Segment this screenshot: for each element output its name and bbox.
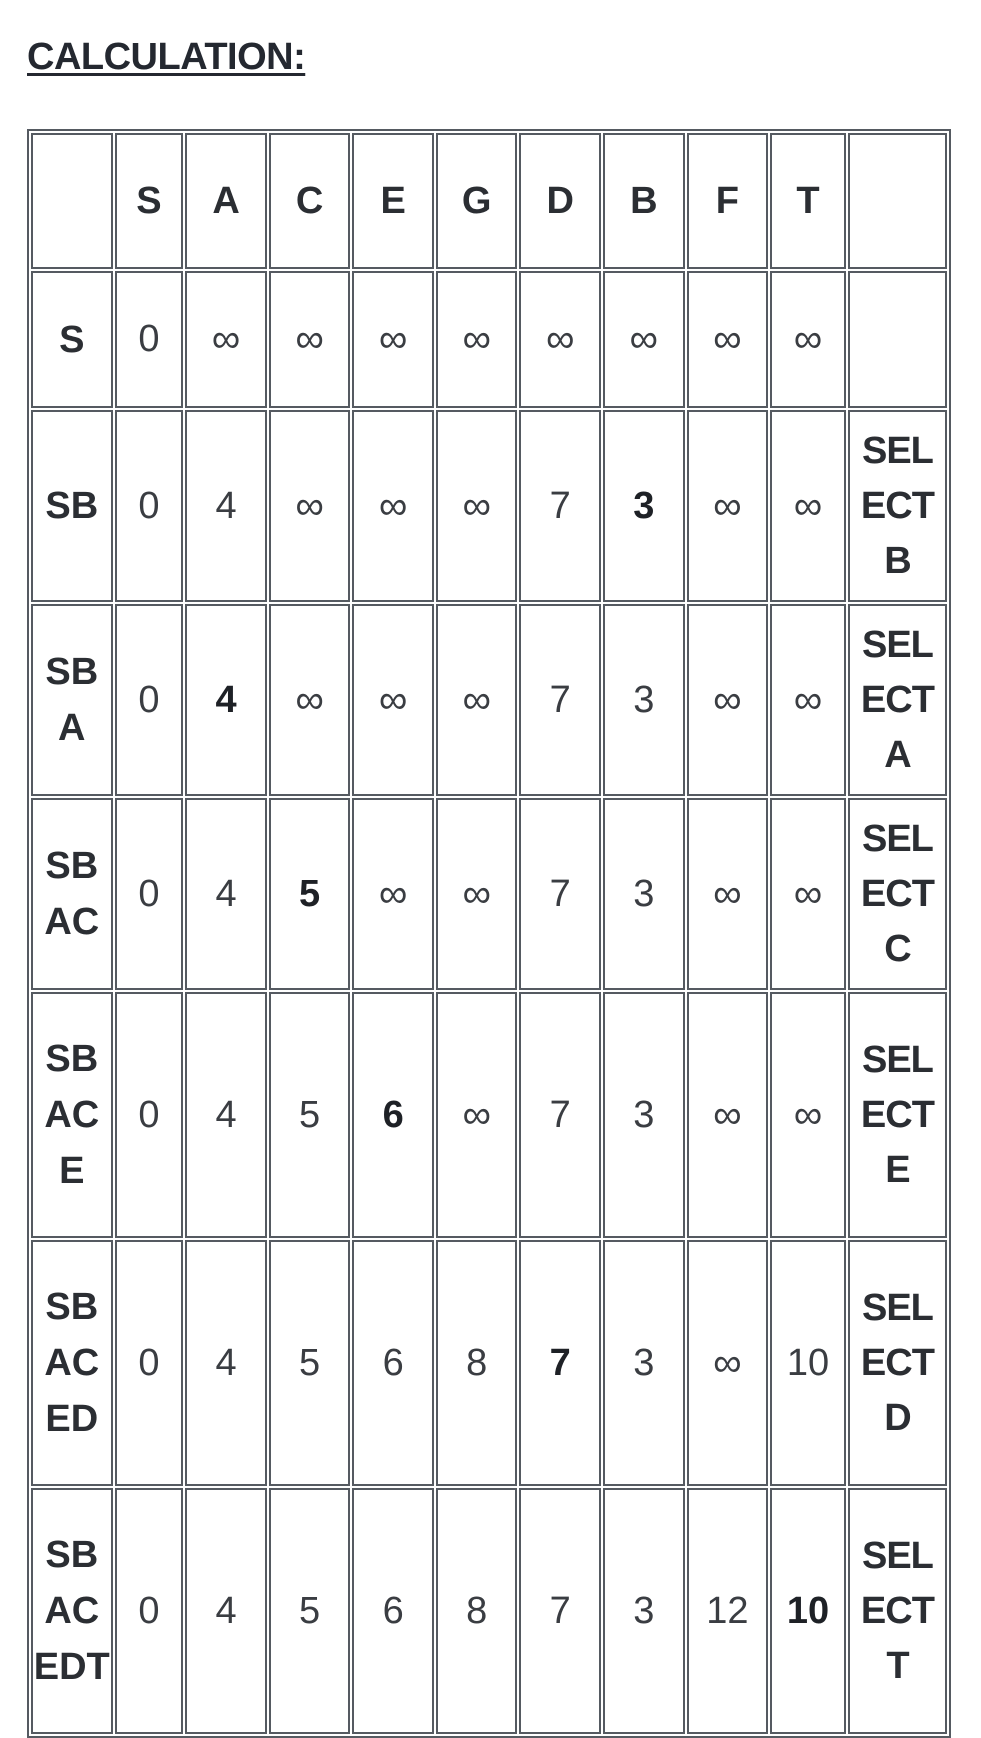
selection-note: SELECT A xyxy=(848,604,947,796)
row-path-label: SB xyxy=(31,410,113,602)
header-row xyxy=(31,133,947,269)
distance-table xyxy=(27,129,951,1738)
distance-cell: 4 xyxy=(185,1488,267,1734)
distance-cell: 5 xyxy=(269,1488,351,1734)
distance-cell: ∞ xyxy=(770,992,846,1238)
column-header: B xyxy=(603,133,685,269)
column-header: G xyxy=(436,133,518,269)
distance-cell: 4 xyxy=(185,798,267,990)
distance-cell: 3 xyxy=(603,992,685,1238)
distance-cell: ∞ xyxy=(436,271,518,408)
distance-cell: 3 xyxy=(603,604,685,796)
distance-cell: ∞ xyxy=(185,271,267,408)
distance-cell: 7 xyxy=(519,1488,601,1734)
row-path-label: S xyxy=(31,271,113,408)
distance-cell: ∞ xyxy=(436,410,518,602)
distance-cell: 4 xyxy=(185,410,267,602)
column-header: A xyxy=(185,133,267,269)
distance-cell: 3 xyxy=(603,798,685,990)
column-header xyxy=(31,133,113,269)
row-path-label: SBACEDT xyxy=(31,1488,113,1734)
selected-distance-cell: 4 xyxy=(185,604,267,796)
distance-cell: 10 xyxy=(770,1240,846,1486)
distance-cell: ∞ xyxy=(436,604,518,796)
column-header: S xyxy=(115,133,184,269)
distance-cell: 4 xyxy=(185,1240,267,1486)
selection-note: SELECT C xyxy=(848,798,947,990)
table-row xyxy=(31,271,947,408)
selected-distance-cell: 7 xyxy=(519,1240,601,1486)
distance-cell: ∞ xyxy=(687,410,769,602)
selected-distance-cell: 5 xyxy=(269,798,351,990)
table-row xyxy=(31,1240,947,1486)
distance-cell: 0 xyxy=(115,271,184,408)
table-row xyxy=(31,798,947,990)
distance-cell: ∞ xyxy=(687,992,769,1238)
table-row xyxy=(31,1488,947,1734)
distance-cell: ∞ xyxy=(436,798,518,990)
row-path-label: SBACED xyxy=(31,1240,113,1486)
selected-distance-cell: 6 xyxy=(352,992,434,1238)
distance-cell: 7 xyxy=(519,798,601,990)
table-row xyxy=(31,604,947,796)
distance-cell: 0 xyxy=(115,798,184,990)
table-body xyxy=(31,133,947,1734)
column-header: F xyxy=(687,133,769,269)
selection-note: SELECT D xyxy=(848,1240,947,1486)
column-header xyxy=(848,133,947,269)
table-row xyxy=(31,992,947,1238)
distance-cell: ∞ xyxy=(770,798,846,990)
distance-cell: 7 xyxy=(519,604,601,796)
row-path-label: SBA xyxy=(31,604,113,796)
distance-cell: ∞ xyxy=(687,271,769,408)
column-header: E xyxy=(352,133,434,269)
distance-cell: ∞ xyxy=(687,798,769,990)
selection-note: SELECT E xyxy=(848,992,947,1238)
row-path-label: SBAC xyxy=(31,798,113,990)
distance-cell: ∞ xyxy=(770,604,846,796)
distance-cell: ∞ xyxy=(603,271,685,408)
distance-cell: 8 xyxy=(436,1488,518,1734)
selected-distance-cell: 3 xyxy=(603,410,685,602)
distance-cell: ∞ xyxy=(269,271,351,408)
distance-cell: ∞ xyxy=(352,604,434,796)
distance-cell: ∞ xyxy=(269,410,351,602)
distance-cell: 3 xyxy=(603,1240,685,1486)
distance-cell: ∞ xyxy=(687,1240,769,1486)
distance-cell: 0 xyxy=(115,410,184,602)
distance-cell: 6 xyxy=(352,1488,434,1734)
distance-cell: ∞ xyxy=(436,992,518,1238)
distance-cell: ∞ xyxy=(770,410,846,602)
distance-cell: ∞ xyxy=(352,798,434,990)
selected-distance-cell: 10 xyxy=(770,1488,846,1734)
distance-cell: 0 xyxy=(115,1240,184,1486)
distance-cell: 5 xyxy=(269,992,351,1238)
distance-cell: ∞ xyxy=(352,410,434,602)
distance-cell: 3 xyxy=(603,1488,685,1734)
distance-cell: 6 xyxy=(352,1240,434,1486)
distance-cell: 7 xyxy=(519,992,601,1238)
distance-cell: 0 xyxy=(115,604,184,796)
table-row xyxy=(31,410,947,602)
distance-cell: 5 xyxy=(269,1240,351,1486)
distance-cell: ∞ xyxy=(687,604,769,796)
distance-cell: 8 xyxy=(436,1240,518,1486)
distance-cell: 0 xyxy=(115,1488,184,1734)
selection-note: SELECT B xyxy=(848,410,947,602)
distance-cell: 12 xyxy=(687,1488,769,1734)
selection-note: SELECT T xyxy=(848,1488,947,1734)
distance-cell: ∞ xyxy=(352,271,434,408)
page-title: CALCULATION: xyxy=(27,36,306,78)
distance-cell: ∞ xyxy=(770,271,846,408)
distance-cell: ∞ xyxy=(269,604,351,796)
distance-cell: 0 xyxy=(115,992,184,1238)
distance-cell: ∞ xyxy=(519,271,601,408)
selection-note xyxy=(848,271,947,408)
column-header: T xyxy=(770,133,846,269)
column-header: C xyxy=(269,133,351,269)
distance-cell: 4 xyxy=(185,992,267,1238)
row-path-label: SBACE xyxy=(31,992,113,1238)
column-header: D xyxy=(519,133,601,269)
distance-cell: 7 xyxy=(519,410,601,602)
